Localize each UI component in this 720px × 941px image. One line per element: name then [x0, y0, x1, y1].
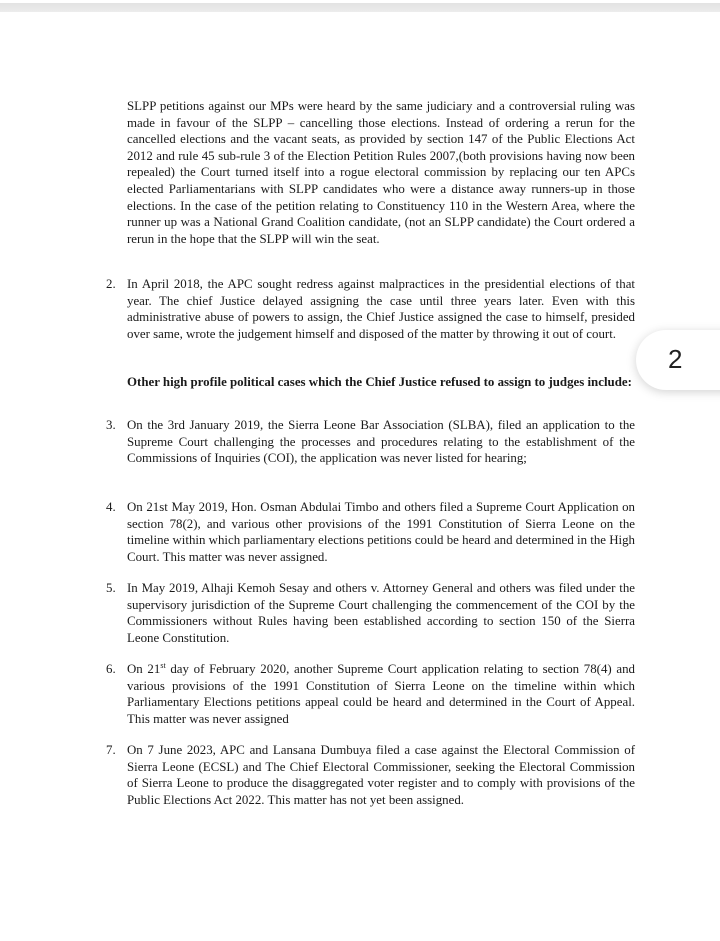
- list-number: 7.: [106, 743, 116, 757]
- list-item-text-rest: day of February 2020, another Supreme Court application relating to section 78(4) and various provisions of the 1991 Constitution of Sierra Leone on the timeline within which Parliamentary Elections petitions appeal could be heard and determined in the Court of Appeal. This matter was never assigned: [127, 662, 635, 726]
- list-item-3: [106, 417, 635, 467]
- list-item-2: [106, 276, 635, 342]
- list-item-text: In April 2018, the APC sought redress against malpractices in the presidential elections of that year. The chief Justice delayed assigning the case until three years later. Even with this administrative abuse of powers to assign, the Chief Justice assigned the case to himself, presided over same, wrote the judgement himself and disposed of the matter by throwing it out of court.: [127, 277, 635, 341]
- list-number: 3.: [106, 418, 116, 432]
- ordinal-suffix: st: [160, 661, 166, 670]
- list-item-text: [127, 661, 635, 727]
- section-heading: Other high profile political cases which the Chief Justice refused to assign to judges include:: [127, 375, 632, 389]
- list-number: 4.: [106, 500, 116, 514]
- list-item-4: [106, 499, 635, 565]
- list-number: 6.: [106, 662, 116, 676]
- page-number-indicator: [636, 330, 720, 390]
- list-number: 2.: [106, 277, 116, 291]
- list-item-text: On 7 June 2023, APC and Lansana Dumbuya filed a case against the Electoral Commission of Sierra Leone (ECSL) and The Chief Electoral Commissioner, seeking the Electoral Commission of Sierra Leone to produce the disaggregated voter register and to comply with provisions of the Public Elections Act 2022. This matter has not yet been assigned.: [127, 743, 635, 807]
- list-item-text: On 21st May 2019, Hon. Osman Abdulai Timbo and others filed a Supreme Court Application on section 78(2), and various other provisions of the 1991 Constitution of Sierra Leone on the timeline within which parliamentary elections petitions could be heard and determined in the High Court. This matter was never assigned.: [127, 500, 635, 564]
- list-item-text-prefix: On 21: [127, 662, 161, 676]
- list-item-text: In May 2019, Alhaji Kemoh Sesay and others v. Attorney General and others was filed under the supervisory jurisdiction of the Supreme Court challenging the commencement of the COI by the Commissioners without Rules having been established according to section 150 of the Sierra Leone Constitution.: [127, 581, 635, 645]
- list-number: 5.: [106, 581, 116, 595]
- list-item-7: [106, 742, 635, 808]
- list-item-6: [106, 661, 635, 727]
- list-item-text: On the 3rd January 2019, the Sierra Leone Bar Association (SLBA), filed an application to the Supreme Court challenging the processes and procedures relating to the establishment of the Commissions of Inquiries (COI), the application was never listed for hearing;: [127, 418, 635, 466]
- page-number: 2: [668, 344, 683, 374]
- list-item-5: [106, 580, 635, 646]
- intro-paragraph: SLPP petitions against our MPs were heard by the same judiciary and a controversial ruling was made in favour of the SLPP – cancelling those elections. Instead of ordering a rerun for the cancelled elections and the vacant seats, as provided by section 147 of the Public Elections Act 2012 and rule 45 sub-rule 3 of the Election Petition Rules 2007,(both provisions having now been repealed) the Court turned itself into a rogue electoral commission by replacing our ten APCs elected Parliamentarians with SLPP candidates who were a distance away runners-up in those elections. In the case of the petition relating to Constituency 110 in the Western Area, where the runner up was a National Grand Coalition candidate, (not an SLPP candidate) the Court ordered a rerun in the hope that the SLPP will win the seat.: [127, 99, 635, 246]
